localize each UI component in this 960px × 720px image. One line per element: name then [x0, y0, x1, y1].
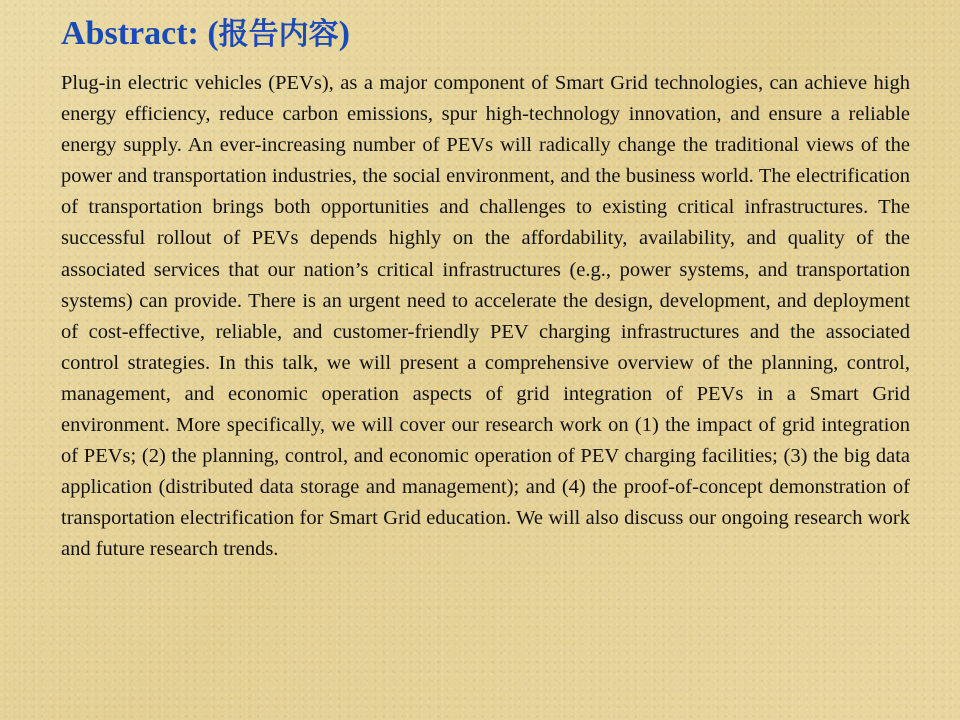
slide-title-suffix: ): [338, 15, 350, 52]
slide: [61, 12, 910, 712]
abstract-body: Plug-in electric vehicles (PEVs), as a major component of Smart Grid technologies, can achieve high energy efficiency, reduce carbon emissions, spur high-technology innovation, and ensure a reliable energy supply. An ever-increasing number of PEVs will radically change the traditional views of the power and transportation industries, the social environment, and the business world. The electrification of transportation brings both opportunities and challenges to existing critical infrastructures. The successful rollout of PEVs depends highly on the affordability, availability, and quality of the associated services that our nation’s critical infrastructures (e.g., power systems, and transportation systems) can provide. There is an urgent need to accelerate the design, development, and deployment of cost-effective, reliable, and customer-friendly PEV charging infrastructures and the associated control strategies. In this talk, we will present a comprehensive overview of the planning, control, management, and economic operation aspects of grid integration of PEVs in a Smart Grid environment. More specifically, we will cover our research work on (1) the impact of grid integration of PEVs; (2) the planning, control, and economic operation of PEV charging facilities; (3) the big data application (distributed data storage and management); and (4) the proof-of-concept demonstration of transportation electrification for Smart Grid education. We will also discuss our ongoing research work and future research trends.: [61, 72, 910, 561]
slide-title-cjk: 报告内容: [218, 17, 339, 52]
slide-title-prefix: Abstract: (: [61, 15, 219, 52]
slide-title: [61, 12, 910, 57]
